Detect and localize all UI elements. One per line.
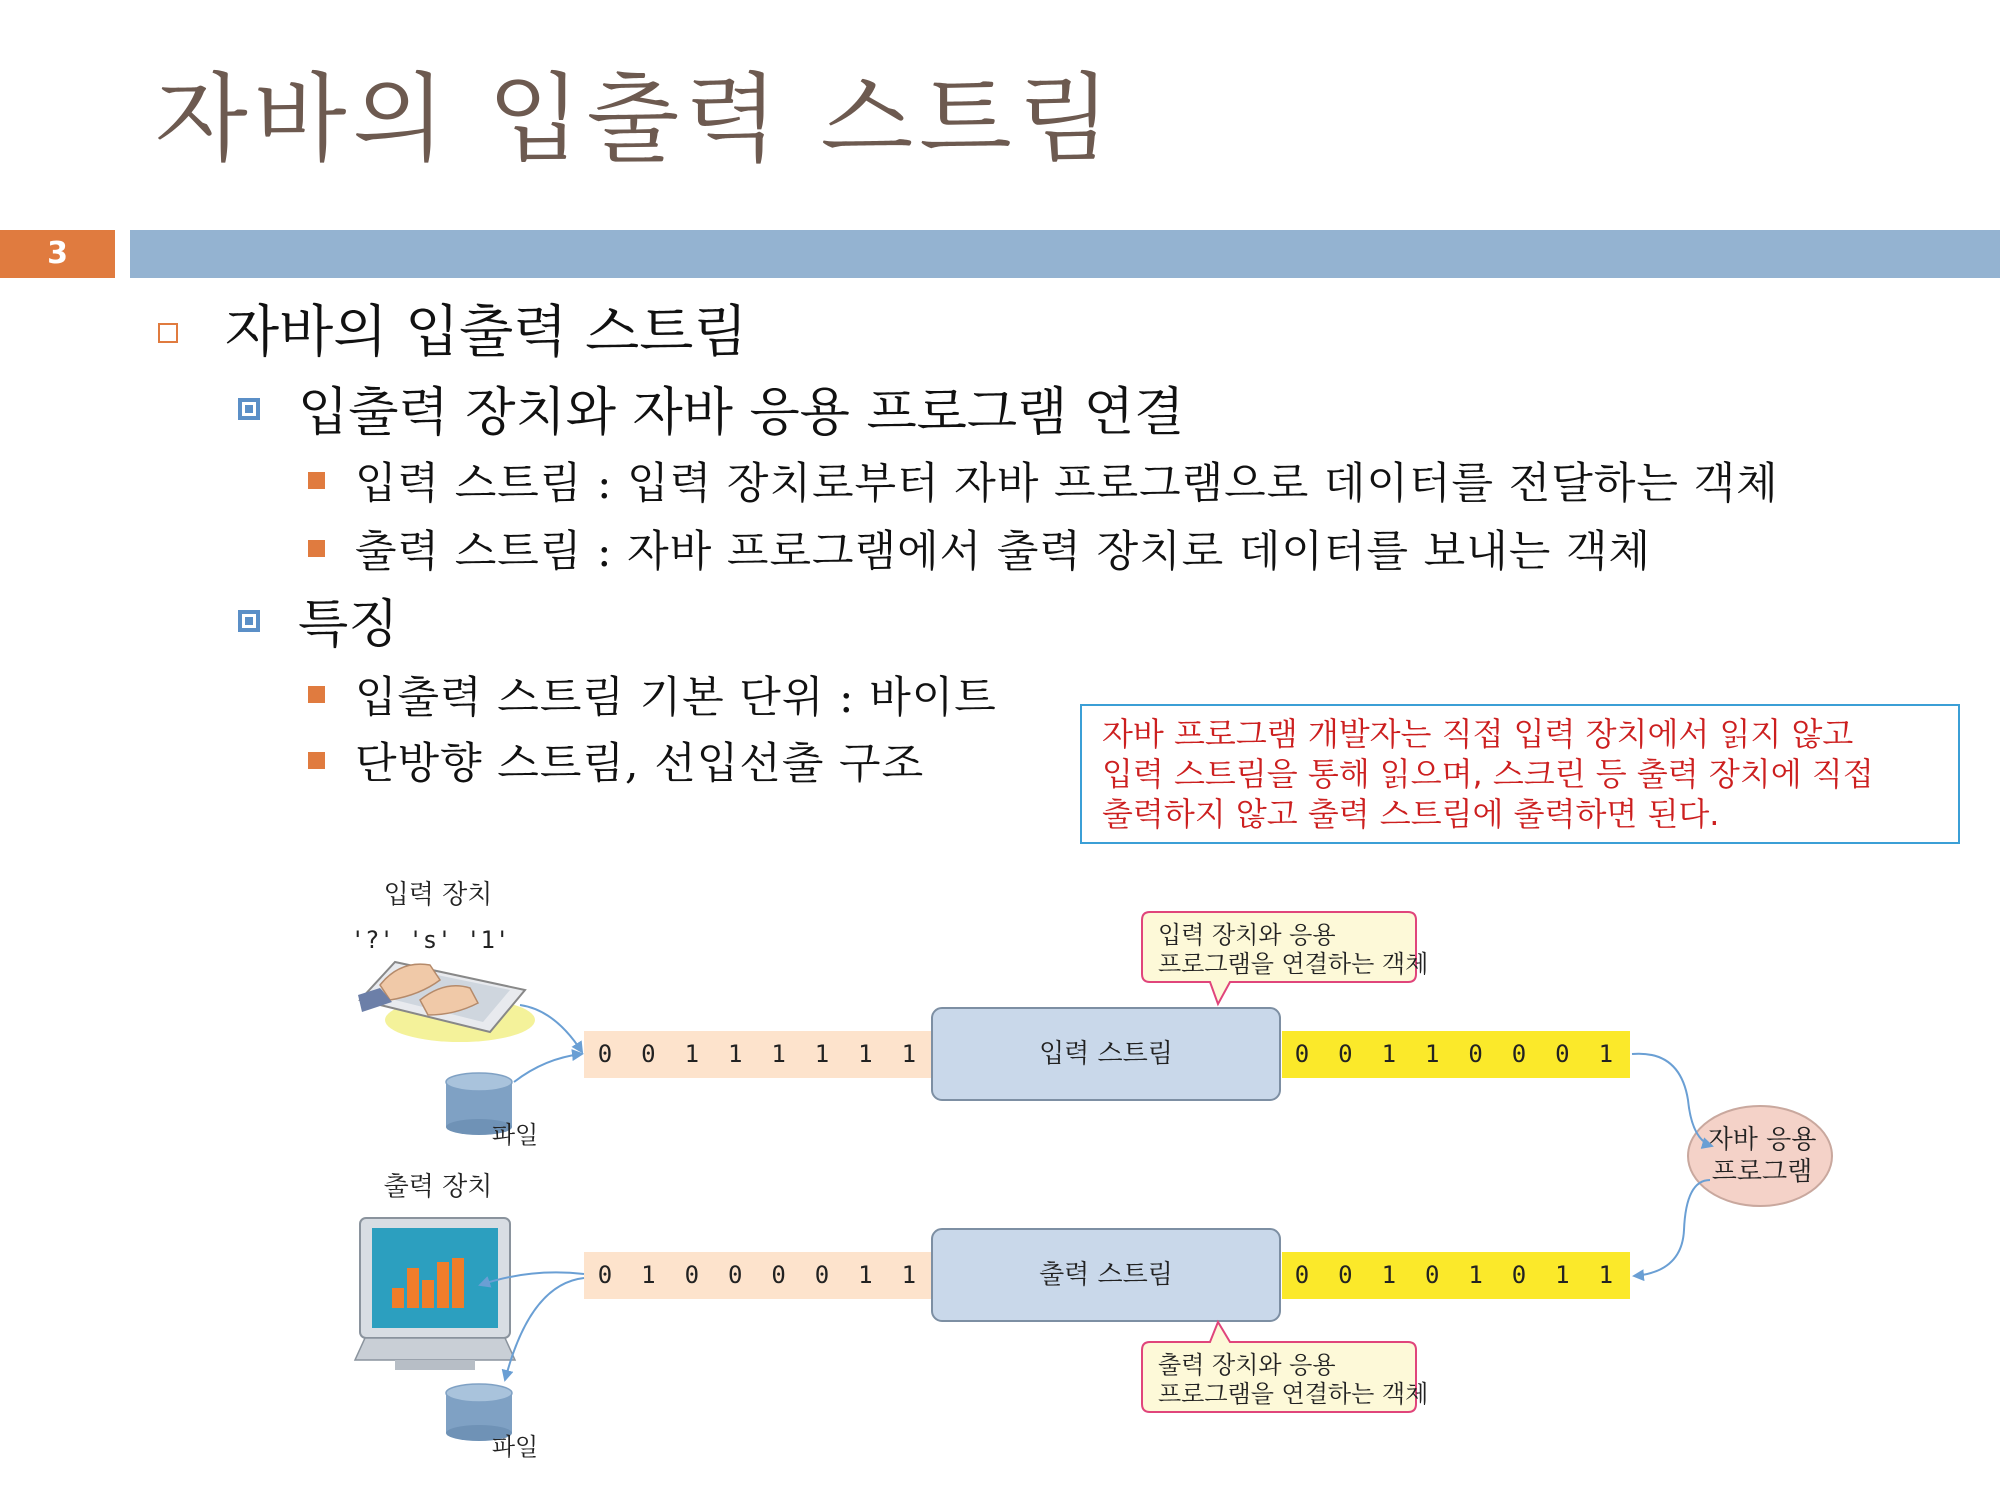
outline-level1: 자바의 입출력 스트림 <box>225 300 748 365</box>
bit-value: 1 <box>1381 1261 1397 1289</box>
bit-value: 0 <box>1424 1261 1440 1289</box>
bit-value: 0 <box>1294 1040 1310 1068</box>
note-line: 자바 프로그램 개발자는 직접 입력 장치에서 읽지 않고 <box>1102 715 1854 753</box>
output-callout-line1: 출력 장치와 응용 <box>1158 1351 1336 1379</box>
section2-item: 입출력 스트림 기본 단위 : 바이트 <box>355 673 997 723</box>
bit-value: 1 <box>901 1261 917 1289</box>
keyboard-icon <box>358 962 535 1042</box>
bit-value: 1 <box>641 1261 656 1289</box>
bit-value: 0 <box>771 1261 786 1289</box>
app-label-line1: 자바 응용 <box>1707 1125 1817 1155</box>
app-to-stream-arrow <box>1634 1180 1710 1276</box>
input-callout-line2: 프로그램을 연결하는 객체 <box>1158 950 1429 978</box>
input-chars: '?' 's' '1' <box>350 926 510 954</box>
app-label-line2: 프로그램 <box>1711 1157 1813 1187</box>
section2-heading: 특징 <box>298 595 399 655</box>
note-line: 입력 스트림을 통해 읽으며, 스크린 등 출력 장치에 직접 <box>1102 755 1874 793</box>
bit-value: 1 <box>1381 1040 1397 1068</box>
bit-value: 1 <box>814 1040 830 1068</box>
bit-value: 1 <box>1424 1040 1440 1068</box>
section2-item: 단방향 스트림, 선입선출 구조 <box>355 739 925 789</box>
bit-value: 1 <box>684 1040 700 1068</box>
output-file-label: 파일 <box>491 1433 539 1461</box>
input-callout-line1: 입력 장치와 응용 <box>1158 921 1336 949</box>
output-device-label: 출력 장치 <box>383 1172 493 1202</box>
bit-value: 0 <box>1555 1040 1570 1068</box>
output-bits-right-strip <box>1282 1252 1630 1299</box>
input-bits-right-strip <box>1282 1031 1630 1078</box>
monitor-icon <box>355 1218 515 1370</box>
output-bits-left-strip <box>584 1252 936 1299</box>
bit-value: 0 <box>814 1261 830 1289</box>
bit-value: 1 <box>1598 1261 1614 1289</box>
section1-item: 입력 스트림 : 입력 장치로부터 자바 프로그램으로 데이터를 전달하는 객체 <box>355 459 1779 509</box>
bit-value: 0 <box>597 1261 613 1289</box>
output-callout-line2: 프로그램을 연결하는 객체 <box>1158 1380 1429 1408</box>
bit-value: 1 <box>858 1261 873 1289</box>
bit-value: 0 <box>1338 1261 1353 1289</box>
bit-value: 1 <box>1555 1261 1570 1289</box>
bit-value: 0 <box>1511 1040 1527 1068</box>
bit-value: 0 <box>641 1040 656 1068</box>
file-to-stream-arrow <box>514 1054 582 1082</box>
bit-value: 1 <box>771 1040 786 1068</box>
bit-value: 0 <box>1511 1261 1527 1289</box>
slide-title: 자바의 입출력 스트림 <box>155 63 1117 175</box>
input-device-label: 입력 장치 <box>383 880 493 910</box>
bit-value: 0 <box>1468 1040 1483 1068</box>
bit-value: 1 <box>1598 1040 1614 1068</box>
bit-value: 1 <box>1468 1261 1483 1289</box>
bit-value: 0 <box>1294 1261 1310 1289</box>
stream-to-file-arrow <box>505 1278 584 1380</box>
input-bits-left-strip <box>584 1031 936 1078</box>
bit-value: 1 <box>858 1040 873 1068</box>
bit-value: 0 <box>727 1261 743 1289</box>
bit-value: 0 <box>1338 1040 1353 1068</box>
java-app-ellipse <box>1688 1106 1832 1206</box>
bit-value: 1 <box>901 1040 917 1068</box>
note-line: 출력하지 않고 출력 스트림에 출력하면 된다. <box>1102 795 1720 833</box>
input-stream-label: 입력 스트림 <box>1039 1039 1173 1069</box>
input-file-label: 파일 <box>491 1121 539 1149</box>
section1-item: 출력 스트림 : 자바 프로그램에서 출력 장치로 데이터를 보내는 객체 <box>355 527 1652 577</box>
page-number: 3 <box>0 230 115 278</box>
bit-value: 0 <box>684 1261 700 1289</box>
bit-value: 1 <box>727 1040 743 1068</box>
output-stream-label: 출력 스트림 <box>1039 1260 1173 1290</box>
bit-value: 0 <box>597 1040 613 1068</box>
section1-heading: 입출력 장치와 자바 응용 프로그램 연결 <box>298 383 1185 443</box>
